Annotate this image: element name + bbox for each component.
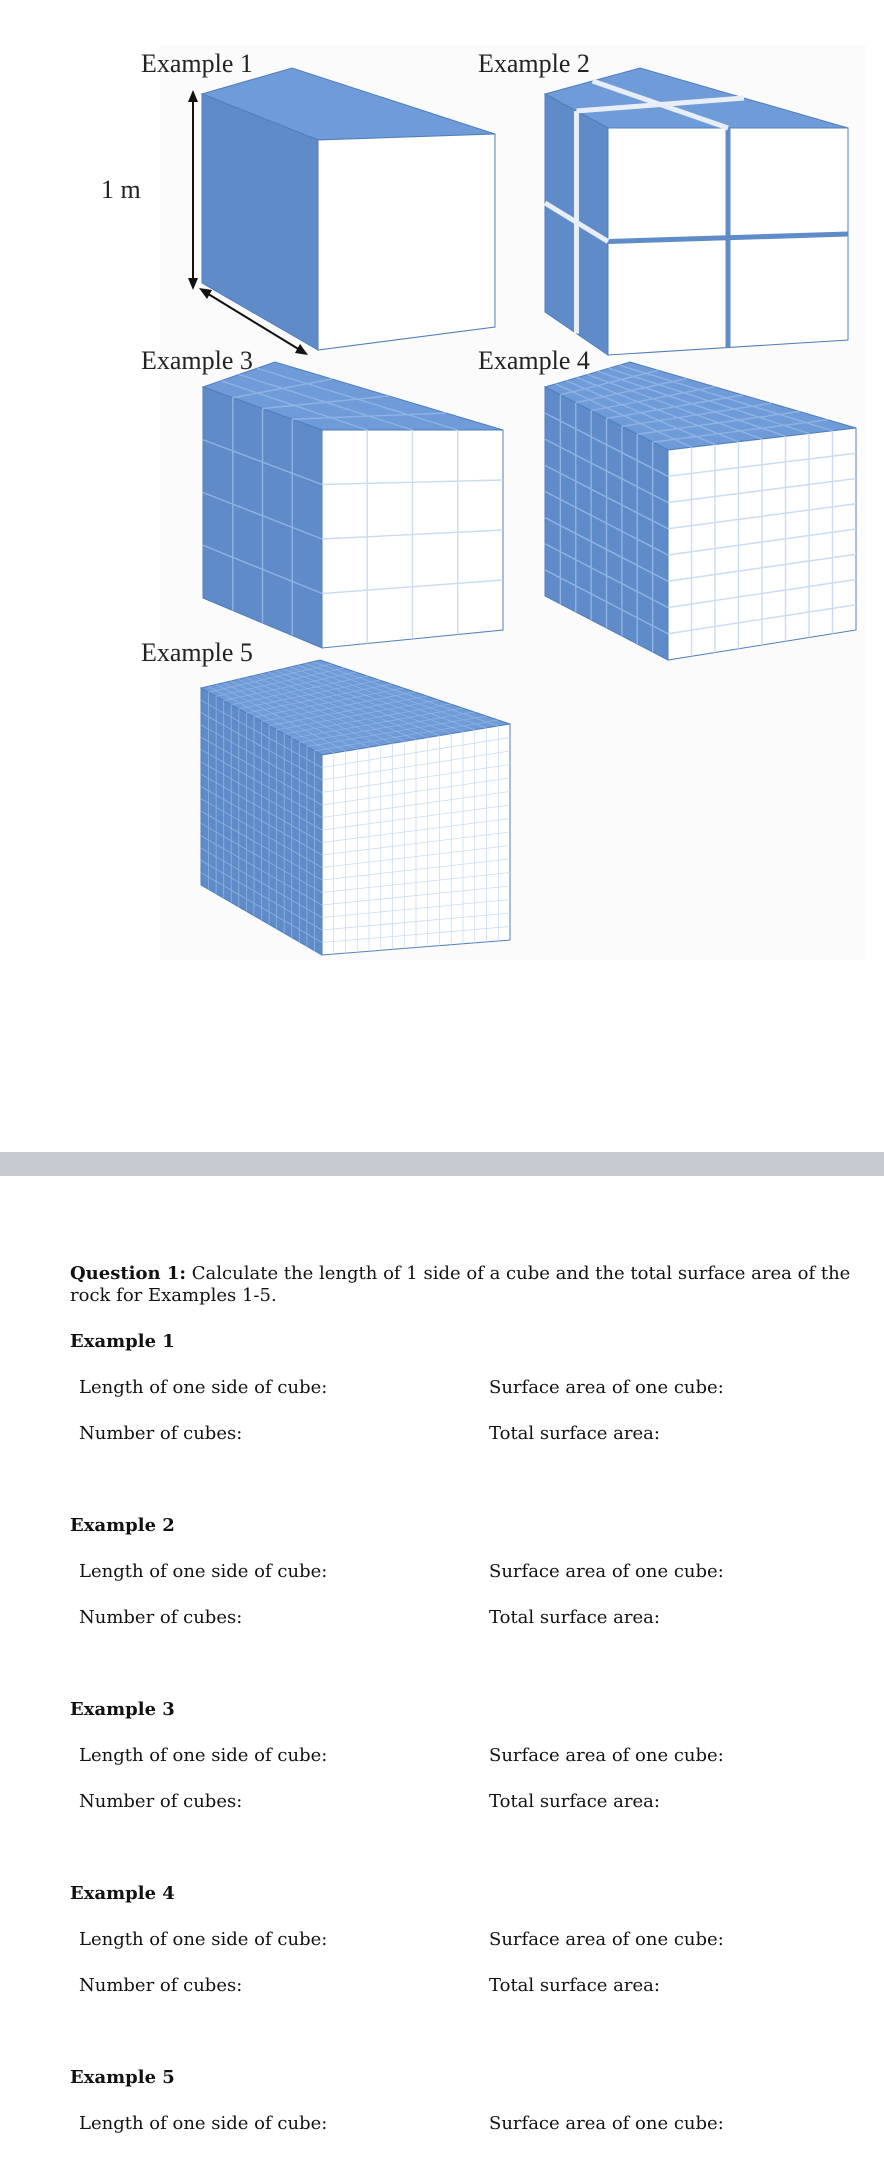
- example-4-label: Example 4: [478, 346, 590, 375]
- example-5-area-label: Surface area of one cube:: [489, 2113, 724, 2134]
- example-5-label: Example 5: [141, 638, 253, 667]
- example-4-area-label: Surface area of one cube:: [489, 1929, 724, 1950]
- example-4-total-label: Total surface area:: [489, 1975, 660, 1996]
- example-3-area-label: Surface area of one cube:: [489, 1745, 724, 1766]
- example-3-side-label: Length of one side of cube:: [79, 1745, 328, 1766]
- example-4-heading: Example 4: [70, 1883, 175, 1904]
- example-1-total-label: Total surface area:: [489, 1423, 660, 1444]
- example-1-heading: Example 1: [70, 1331, 175, 1352]
- page-separator: [0, 1152, 884, 1176]
- example-4-count-label: Number of cubes:: [79, 1975, 243, 1996]
- example-2-label: Example 2: [478, 49, 590, 78]
- example-1-side-label: Length of one side of cube:: [79, 1377, 328, 1398]
- example-5-side-label: Length of one side of cube:: [79, 2113, 328, 2134]
- example-4-side-label: Length of one side of cube:: [79, 1929, 328, 1950]
- cube-diagram: [0, 0, 884, 980]
- question-text: Calculate the length of 1 side of a cube and the total surface area of the rock for Examples 1-5.: [70, 1263, 851, 1306]
- example-2-area-label: Surface area of one cube:: [489, 1561, 724, 1582]
- example-2-total-label: Total surface area:: [489, 1607, 660, 1628]
- question-label: Question 1:: [70, 1263, 187, 1284]
- example-1-area-label: Surface area of one cube:: [489, 1377, 724, 1398]
- example-5-heading: Example 5: [70, 2067, 175, 2088]
- dimension-label: 1 m: [101, 175, 141, 204]
- example-2-side-label: Length of one side of cube:: [79, 1561, 328, 1582]
- example-3-total-label: Total surface area:: [489, 1791, 660, 1812]
- example-2-count-label: Number of cubes:: [79, 1607, 243, 1628]
- question-1: [70, 1263, 860, 1307]
- example-3-heading: Example 3: [70, 1699, 175, 1720]
- example-1-count-label: Number of cubes:: [79, 1423, 243, 1444]
- example-2-heading: Example 2: [70, 1515, 175, 1536]
- example-1-label: Example 1: [141, 49, 253, 78]
- cube-diagram-figure: [0, 0, 884, 980]
- example-3-count-label: Number of cubes:: [79, 1791, 243, 1812]
- example-3-label: Example 3: [141, 346, 253, 375]
